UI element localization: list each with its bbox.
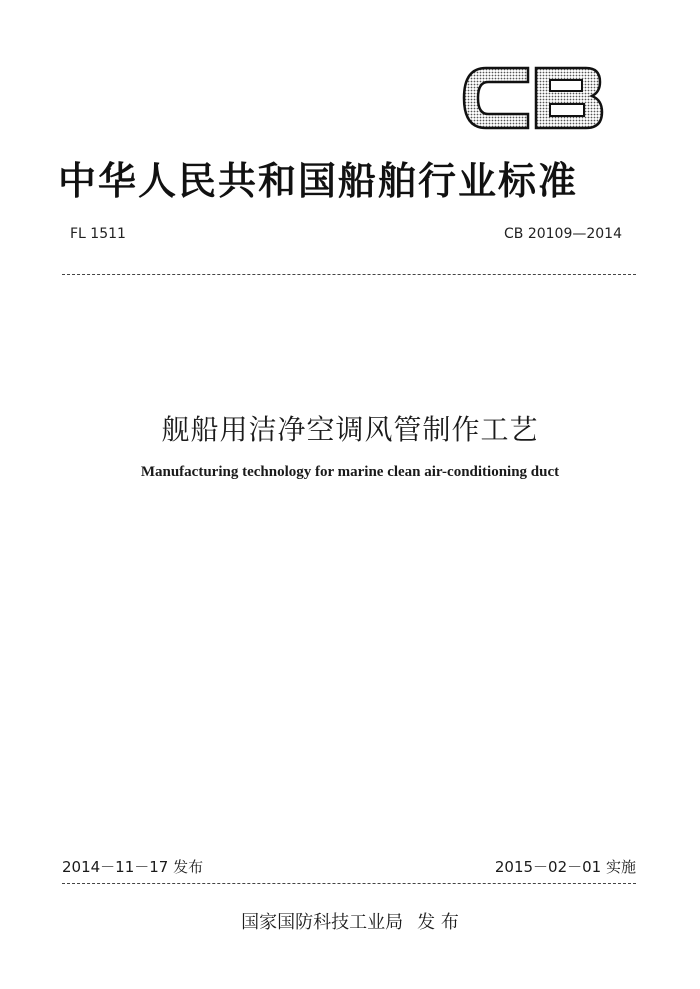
publisher-name: 国家国防科技工业局 bbox=[241, 912, 404, 933]
bottom-divider bbox=[62, 883, 636, 884]
implement-date: 2015－02－01 实施 bbox=[494, 858, 636, 876]
standard-title: 中华人民共和国船舶行业标准 bbox=[58, 159, 579, 203]
issue-date: 2014－11－17 发布 bbox=[62, 858, 204, 876]
publisher-line bbox=[0, 908, 700, 934]
document-title-cn: 舰船用洁净空调风管制作工艺 bbox=[161, 413, 539, 446]
top-divider bbox=[62, 274, 636, 275]
document-title-en: Manufacturing technology for marine clean air-conditioning duct bbox=[140, 464, 560, 480]
classification-code: FL 1511 bbox=[70, 226, 126, 242]
publisher-action: 发 布 bbox=[417, 912, 459, 933]
standard-number: CB 20109—2014 bbox=[504, 226, 622, 242]
cb-logo bbox=[458, 62, 606, 134]
